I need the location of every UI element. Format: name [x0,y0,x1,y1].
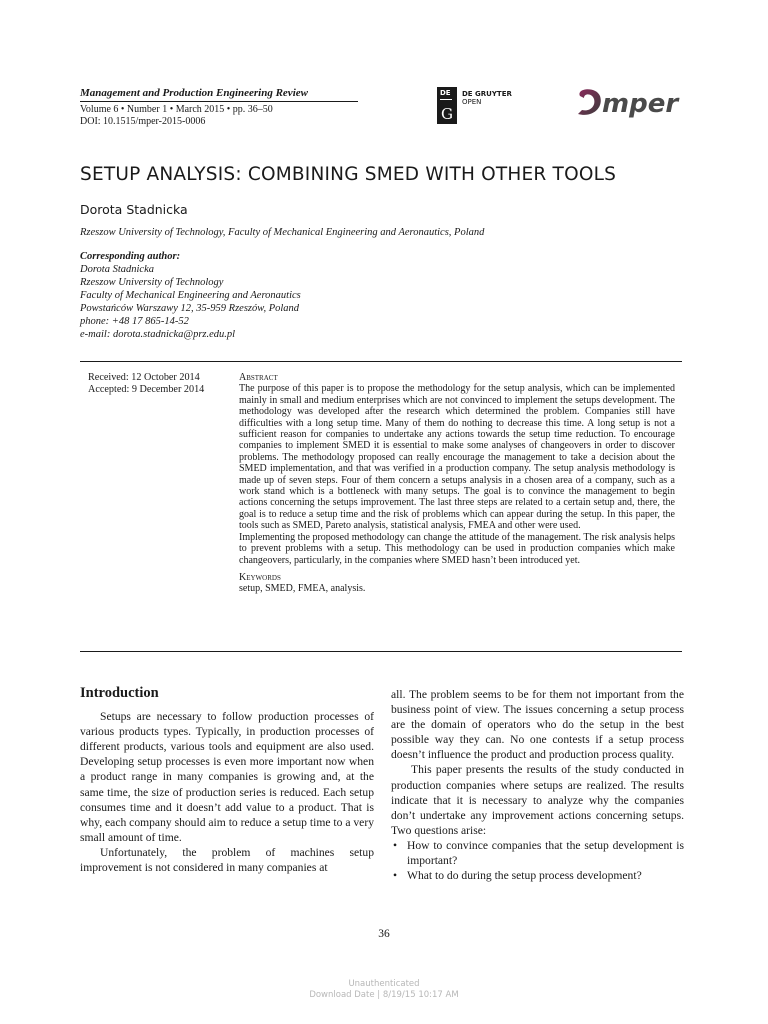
mper-logo [574,84,689,124]
volume-line: Volume 6 • Number 1 • March 2015 • pp. 36–50 [80,104,273,115]
corresponding-line: Faculty of Mechanical Engineering and Aeronautics [80,290,301,301]
received-date: Received: 12 October 2014 [88,372,200,383]
corresponding-author-block [80,250,301,341]
keywords-heading: Keywords [239,571,281,583]
question-list-item: • How to convince companies that the setup development is important? [391,838,684,868]
author-affiliation: Rzeszow University of Technology, Faculty of Mechanical Engineering and Aeronautics, Poland [80,227,485,238]
keywords-list: setup, SMED, FMEA, analysis. [239,583,366,595]
left-column [80,686,374,875]
body-paragraph: Setups are necessary to follow production processes of various products types. Typically, in production processes of different products, various tools and equipment are also used. Developing setup processes is even more important now when a product range in many companies is growing and, at the same time, the size of production series is reduced. Each setup consumes time and it doesn’t add value to a product. That is why, each company should aim to reduce a setup time to a very small amount of time. [80,710,374,844]
journal-meta [80,104,273,127]
author-name: Dorota Stadnicka [80,202,188,217]
accepted-date: Accepted: 9 December 2014 [88,383,205,395]
question-list-item: • What to do during the setup process development? [391,868,684,883]
corresponding-line: phone: +48 17 865-14-52 [80,316,189,327]
body-paragraph: This paper presents the results of the study conducted in production companies where setups are realized. The results indicate that it is necessary to analyze why the companies don’t undertake any improvement actions concerning setups. Two questions arise: [391,763,684,837]
abstract-section [239,372,675,595]
abstract-paragraph: The purpose of this paper is to propose the methodology for the setup analysis, which can be implemented mainly in small and medium enterprises which are not convinced to implement the setups development. The methodology was developed after the research which determined the problem. Companies still have difficulties with a long setup time. Many of them do nothing to decrease this time. A long setup is not a sufficient reason for companies to undertake any actions towards the setup time reduction. To encourage companies to implement SMED it is essential to make some analyses of changeovers in order to discover problems. The methodology proposed can really encourage the management to take a decision about the SMED implementation, and that was verified in a production company. The setup analysis methodology is made up of seven steps. Four of them concern a setups analysis in a chosen area of a company, such as a work stand which is a bottleneck with many setups. The goal is to convince the management to begin actions concerning the setups improvement. The last three steps are related to a certain setup and, there, the goal is to reduce a setup time and the risk of problems which can appear during the setup. In this paper, the tools such as SMED, Pareto analysis, statistical analysis, FMEA and other were used. [239,383,675,532]
publisher-name-main: DE GRUYTER [462,90,512,98]
mper-logo-swirl [578,89,601,115]
mper-logo-text: mper [602,89,679,119]
abstract-top-rule [80,361,682,362]
corresponding-email: e-mail: dorota.stadnicka@prz.edu.pl [80,329,236,340]
de-gruyter-logo-dash [440,99,452,100]
page-number: 36 [378,928,390,940]
received-accepted-dates [88,372,204,395]
download-footer [0,979,768,1001]
corresponding-line: Dorota Stadnicka [80,264,154,275]
doi-line: DOI: 10.1515/mper-2015-0006 [80,115,206,127]
footer-unauthenticated: Unauthenticated [348,979,420,989]
footer-download-date: Download Date | 8/19/15 10:17 AM [309,990,459,1000]
de-gruyter-logo-de: DE [440,89,451,97]
abstract-paragraph: Implementing the proposed methodology can change the attitude of the management. The risk analysis helps to prevent problems with a setup. This methodology can be used in production companies which make changeovers, particularly, in the companies where SMED hasn’t been introduced yet. [239,531,675,566]
question-list [391,838,684,883]
de-gruyter-logo-g: G [441,105,453,123]
publisher-name [462,90,512,106]
journal-title: Management and Production Engineering Review [80,87,308,99]
abstract-bottom-rule [80,651,682,652]
paper-title: SETUP ANALYSIS: COMBINING SMED WITH OTHER TOOLS [80,164,617,185]
de-gruyter-logo [437,87,457,124]
publisher-name-sub: OPEN [462,98,482,106]
body-paragraph: all. The problem seems to be for them not important from the business point of view. The issues concerning a setup process are the domain of operators who do the setup in the best possible way they can. No one contests if a setup process doesn’t influence the product and production process quality. [391,688,684,762]
journal-title-rule [80,101,358,102]
abstract-heading: Abstract [239,372,278,383]
right-column [391,687,684,883]
corresponding-line: Rzeszow University of Technology [80,277,224,288]
corresponding-line: Powstańców Warszawy 12, 35-959 Rzeszów, Poland [80,303,300,314]
corresponding-author-heading: Corresponding author: [80,251,181,262]
section-heading-introduction: Introduction [80,685,159,701]
body-paragraph: Unfortunately, the problem of machines setup improvement is not considered in many companies at [80,845,374,875]
